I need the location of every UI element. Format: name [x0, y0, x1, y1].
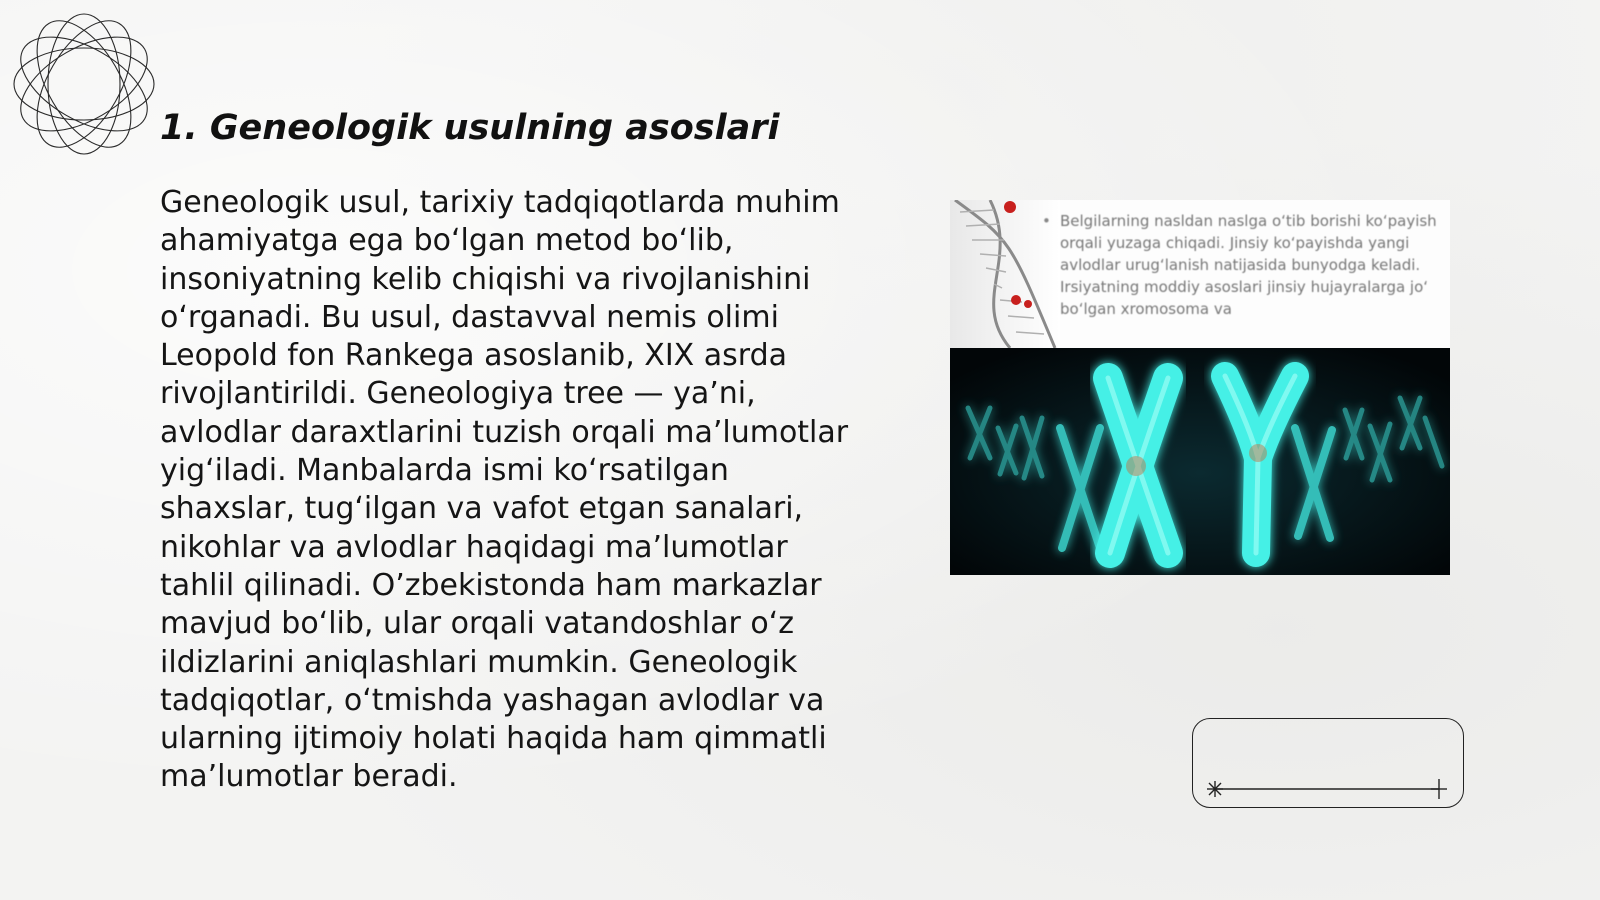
dna-bead	[1011, 295, 1021, 305]
xy-chromosomes-image	[950, 348, 1450, 575]
chromosome-figure	[950, 200, 1450, 575]
dna-bead	[1004, 201, 1016, 213]
figure-caption-text: • Belgilarning nasldan naslga o‘tib borishi ko‘payish orqali yuzaga chiqadi. Jinsiy ko‘payishda yangi avlodlar urug‘lanish natijasida bunyodga keladi. Irsiyatning moddiy asoslari jinsiy hujayralarga jo‘ bo‘lgan xromosoma va	[1060, 210, 1445, 320]
dna-bead	[1024, 300, 1032, 308]
line-with-star-icon	[1193, 719, 1465, 809]
slide-body-text: Geneologik usul, tarixiy tadqiqotlarda muhim ahamiyatga ega bo‘lgan metod bo‘lib, insoniyatning kelib chiqishi va rivojlanishini o‘rganadi. Bu usul, dastavval nemis olimi Leopold fon Rankega asoslanib, XIX asrda rivojlantirildi. Geneologiya tree — ya’ni, avlodlar daraxtlarini tuzish orqali ma’lumotlar yig‘iladi. Manbalarda ismi ko‘rsatilgan shaxslar, tug‘ilgan va vafot etgan sanalari, nikohlar va avlodlar haqidagi ma’lumotlar tahlil qilinadi. O’zbekistonda ham markazlar mavjud bo‘lib, ular orqali vatandoshlar o‘z ildizlarini aniqlashlari mumkin. Geneologik tadqiqotlar, o‘tmishda yashagan avlodlar va ularning ijtimoiy holati haqida ham qimmatli ma’lumotlar beradi.	[160, 185, 849, 795]
slide-title: 1. Geneologik usulning asoslari	[160, 108, 780, 148]
spirograph-ornament-icon	[10, 10, 158, 158]
figure-caption-panel	[950, 200, 1450, 348]
decorative-frame	[1192, 718, 1464, 808]
